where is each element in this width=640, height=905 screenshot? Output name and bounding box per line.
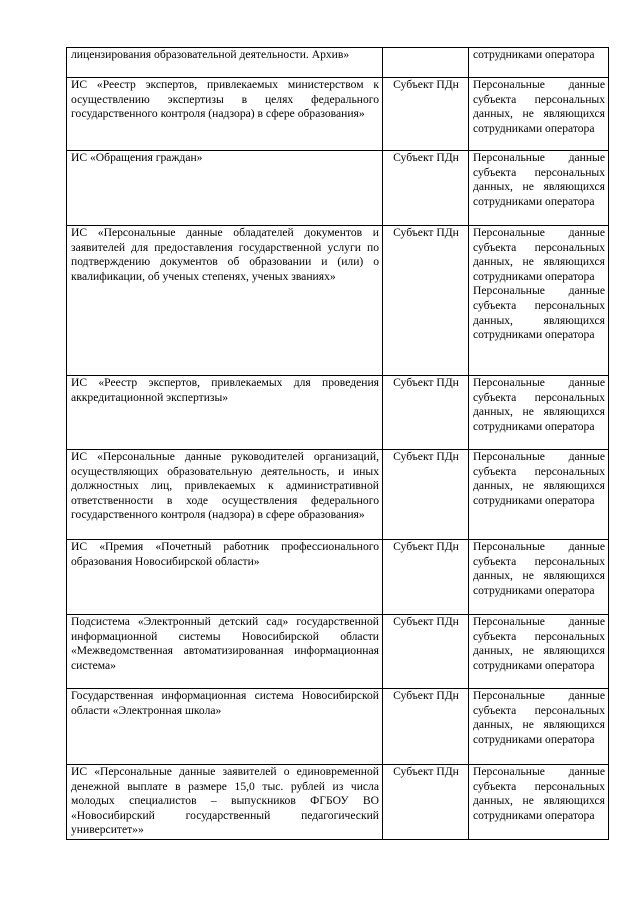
subject-cell: Субъект ПДн: [383, 78, 469, 151]
table-row: [67, 151, 609, 226]
table-body: [67, 48, 609, 840]
table-row: [67, 78, 609, 151]
subject-cell: Субъект ПДн: [383, 689, 469, 765]
system-name-cell: ИС «Реестр экспертов, привлекаемых для проведения аккредитационной экспертизы»: [67, 376, 383, 450]
category-text: Персональные данные субъекта персональных данных, не являющихся сотрудниками оператора: [473, 450, 605, 507]
subject-cell: [383, 48, 469, 78]
subject-cell: Субъект ПДн: [383, 376, 469, 450]
system-name-cell: ИС «Персональные данные обладателей документов и заявителей для предоставления государственной услуги по подтверждению документов об образовании и (или) о квалификации, об ученых степенях, ученых званиях»: [67, 226, 383, 376]
table-row: [67, 540, 609, 615]
system-name-cell: ИС «Обращения граждан»: [67, 151, 383, 226]
system-name-cell: ИС «Персональные данные заявителей о единовременной денежной выплате в размере 15,0 тыс. рублей из числа молодых специалистов – выпускников ФГБОУ ВО «Новосибирский государственный педагогический университет»»: [67, 765, 383, 840]
subject-cell: Субъект ПДн: [383, 151, 469, 226]
category-cell: [469, 48, 609, 78]
category-text: Персональные данные субъекта персональных данных, не являющихся сотрудниками оператора: [473, 226, 605, 283]
category-text: Персональные данные субъекта персональных данных, не являющихся сотрудниками оператора: [473, 765, 605, 822]
subject-cell: Субъект ПДн: [383, 540, 469, 615]
table-row: [67, 689, 609, 765]
category-text: Персональные данные субъекта персональных данных, являющихся сотрудниками оператора: [473, 284, 605, 342]
category-text: Персональные данные субъекта персональных данных, не являющихся сотрудниками оператора: [473, 78, 605, 135]
category-cell: [469, 615, 609, 689]
category-cell: [469, 689, 609, 765]
table-row: [67, 450, 609, 540]
category-text: Персональные данные субъекта персональных данных, не являющихся сотрудниками оператора: [473, 689, 605, 746]
system-name-cell: ИС «Премия «Почетный работник профессионального образования Новосибирской области»: [67, 540, 383, 615]
category-cell: [469, 540, 609, 615]
category-cell: [469, 376, 609, 450]
category-text: сотрудниками оператора: [473, 48, 595, 61]
system-name-cell: Государственная информационная система Новосибирской области «Электронная школа»: [67, 689, 383, 765]
table-row: [67, 765, 609, 840]
category-cell: [469, 78, 609, 151]
subject-cell: Субъект ПДн: [383, 226, 469, 376]
system-name-cell: ИС «Реестр экспертов, привлекаемых министерством к осуществлению экспертизы в целях федерального государственного контроля (надзора) в сфере образования»: [67, 78, 383, 151]
category-text: Персональные данные субъекта персональных данных, не являющихся сотрудниками оператора: [473, 615, 605, 672]
subject-cell: Субъект ПДн: [383, 765, 469, 840]
table-row: [67, 226, 609, 376]
category-cell: [469, 450, 609, 540]
category-text: Персональные данные субъекта персональных данных, не являющихся сотрудниками оператора: [473, 540, 605, 597]
system-name-cell: Подсистема «Электронный детский сад» государственной информационной системы Новосибирской области «Межведомственная автоматизированная информационная система»: [67, 615, 383, 689]
category-cell: [469, 226, 609, 376]
table-row: [67, 376, 609, 450]
category-text: Персональные данные субъекта персональных данных, не являющихся сотрудниками оператора: [473, 151, 605, 208]
table-row: [67, 48, 609, 78]
system-name-cell: ИС «Персональные данные руководителей организаций, осуществляющих образовательную деятельность, и иных должностных лиц, привлекаемых к административной ответственности в ходе осуществления федерального государственного контроля (надзора) в сфере образования»: [67, 450, 383, 540]
subject-cell: Субъект ПДн: [383, 450, 469, 540]
category-cell: [469, 151, 609, 226]
personal-data-systems-table: [66, 47, 609, 840]
table-row: [67, 615, 609, 689]
category-cell: [469, 765, 609, 840]
subject-cell: Субъект ПДн: [383, 615, 469, 689]
category-text: Персональные данные субъекта персональных данных, не являющихся сотрудниками оператора: [473, 376, 605, 433]
system-name-cell: лицензирования образовательной деятельности. Архив»: [67, 48, 383, 78]
